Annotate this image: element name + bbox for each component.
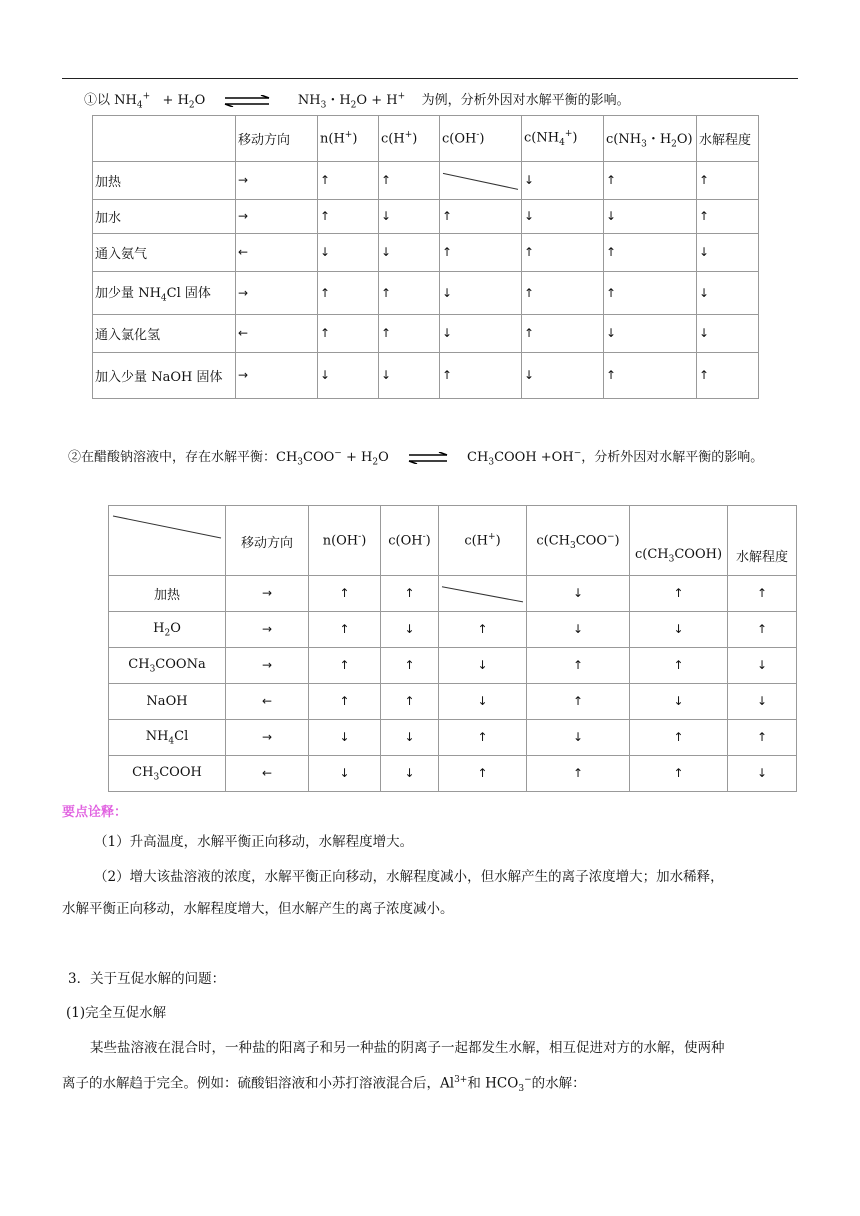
arrow-cell	[604, 315, 697, 353]
arrow-cell	[604, 353, 697, 399]
arrow-cell	[381, 756, 439, 792]
arrow-cell	[728, 684, 797, 720]
arrow-cell	[728, 720, 797, 756]
arrow-up-icon: ↑	[404, 586, 415, 600]
arrow-down-icon: ↓	[673, 622, 684, 636]
arrow-cell	[379, 234, 440, 272]
arrow-up-icon: ↑	[320, 285, 331, 300]
row-label: NaOH	[109, 684, 226, 720]
arrow-down-icon: ↓	[320, 368, 331, 382]
table-row	[93, 200, 759, 234]
arrow-cell	[439, 720, 527, 756]
arrow-cell	[630, 648, 728, 684]
table-header-row	[109, 506, 797, 576]
table-row	[93, 353, 759, 399]
arrow-cell	[318, 315, 379, 353]
notes-paragraph-1: （1）升高温度，水解平衡正向移动，水解程度增大。	[94, 834, 414, 850]
arrow-right-icon: →	[261, 622, 273, 636]
arrow-cell	[522, 162, 604, 200]
arrow-cell	[522, 272, 604, 315]
arrow-cell	[440, 272, 522, 315]
arrow-cell	[728, 612, 797, 648]
arrow-cell	[527, 756, 630, 792]
table-acetate-hydrolysis	[108, 505, 797, 792]
notes-title: 要点诠释：	[62, 805, 128, 820]
arrow-cell	[728, 648, 797, 684]
table-row	[93, 272, 759, 315]
header-cell: 移动方向	[236, 116, 318, 162]
arrow-cell	[309, 684, 381, 720]
arrow-cell	[236, 162, 318, 200]
arrow-down-icon: ↓	[339, 766, 350, 780]
arrow-cell	[226, 576, 309, 612]
arrow-cell	[309, 612, 381, 648]
arrow-up-icon: ↑	[339, 586, 350, 600]
arrow-cell	[439, 612, 527, 648]
arrow-up-icon: ↑	[404, 694, 415, 708]
arrow-cell	[318, 162, 379, 200]
header-cell: $c(NH_3$・$H_2O$)	[604, 116, 697, 162]
arrow-cell	[440, 234, 522, 272]
arrow-right-icon: →	[261, 730, 273, 744]
arrow-up-icon: ↑	[673, 766, 684, 780]
header-cell: $c(NH_4^+)$	[522, 116, 604, 162]
arrow-down-icon: ↓	[572, 586, 584, 600]
header-cell: 水解程度	[728, 506, 797, 576]
arrow-up-icon: ↑	[606, 285, 617, 300]
header-cell: $c(CH_3COO^-)$	[527, 506, 630, 576]
arrow-cell	[527, 576, 630, 612]
arrow-up-icon: ↑	[524, 285, 535, 300]
arrow-down-icon: ↓	[404, 730, 415, 744]
arrow-down-icon: ↓	[756, 658, 768, 672]
arrow-up-icon: ↑	[477, 766, 488, 780]
notes-paragraph-2: （2）增大该盐溶液的浓度，水解平衡正向移动，水解程度减小，但水解产生的离子浓度增大；加水稀释， 水解平衡正向移动，水解程度增大，但水解产生的离子浓度减小。	[62, 869, 724, 917]
header-cell: c(OH-)	[440, 116, 522, 162]
arrow-cell	[522, 234, 604, 272]
table-row	[93, 315, 759, 353]
arrow-right-icon: →	[238, 368, 249, 382]
arrow-down-icon: ↓	[524, 368, 535, 382]
arrow-up-icon: ↑	[339, 694, 350, 708]
arrow-down-icon: ↓	[404, 766, 415, 780]
arrow-cell	[379, 353, 440, 399]
header-cell: 移动方向	[226, 506, 309, 576]
arrow-cell	[236, 234, 318, 272]
arrow-down-icon: ↓	[404, 622, 415, 636]
arrow-up-icon: ↑	[442, 245, 453, 259]
arrow-up-icon: ↑	[606, 173, 617, 187]
arrow-cell	[236, 315, 318, 353]
arrow-up-icon: ↑	[339, 658, 350, 672]
table-row	[93, 234, 759, 272]
arrow-up-icon: ↑	[572, 694, 584, 708]
arrow-cell	[381, 648, 439, 684]
row-label: 加少量 $NH_4Cl$ 固体	[93, 272, 236, 315]
arrow-up-icon: ↑	[477, 730, 488, 744]
header-rule	[62, 78, 798, 79]
table-nh4-hydrolysis	[92, 115, 759, 399]
arrow-cell	[379, 162, 440, 200]
row-label: $NH_4Cl$	[109, 720, 226, 756]
arrow-cell	[318, 272, 379, 315]
arrow-cell	[440, 353, 522, 399]
arrow-down-icon: ↓	[606, 326, 617, 340]
table-row	[109, 684, 797, 720]
arrow-cell	[697, 200, 759, 234]
diagonal-cell	[439, 576, 527, 612]
header-cell: c(OH-)	[381, 506, 439, 576]
row-label: $CH_3COOH$	[109, 756, 226, 792]
arrow-down-icon: ↓	[381, 245, 392, 259]
arrow-cell	[236, 200, 318, 234]
arrow-cell	[697, 272, 759, 315]
arrow-up-icon: ↑	[673, 730, 684, 744]
arrow-up-icon: ↑	[673, 586, 684, 600]
arrow-cell	[630, 720, 728, 756]
row-label: $H_2O$	[109, 612, 226, 648]
header-cell: c(H+)	[379, 116, 440, 162]
arrow-up-icon: ↑	[381, 173, 392, 187]
arrow-cell	[630, 612, 728, 648]
table-row	[109, 720, 797, 756]
arrow-cell	[527, 720, 630, 756]
diagonal-cell	[440, 162, 522, 200]
arrow-down-icon: ↓	[572, 730, 584, 744]
arrow-up-icon: ↑	[756, 730, 768, 744]
arrow-up-icon: ↑	[699, 209, 710, 223]
arrow-down-icon: ↓	[524, 209, 535, 223]
arrow-down-icon: ↓	[381, 209, 392, 223]
arrow-up-icon: ↑	[320, 326, 331, 340]
table-row	[109, 612, 797, 648]
arrow-cell	[522, 315, 604, 353]
arrow-left-icon: ←	[238, 326, 249, 340]
arrow-cell	[439, 684, 527, 720]
arrow-right-icon: →	[238, 209, 249, 223]
arrow-cell	[728, 576, 797, 612]
arrow-up-icon: ↑	[673, 658, 684, 672]
arrow-cell	[440, 200, 522, 234]
arrow-cell	[604, 234, 697, 272]
arrow-right-icon: →	[238, 173, 249, 187]
arrow-down-icon: ↓	[477, 658, 488, 672]
arrow-up-icon: ↑	[699, 368, 710, 382]
arrow-cell	[604, 272, 697, 315]
arrow-up-icon: ↑	[606, 245, 617, 259]
arrow-cell	[381, 684, 439, 720]
arrow-cell	[226, 720, 309, 756]
arrow-down-icon: ↓	[756, 694, 768, 708]
arrow-left-icon: ←	[238, 245, 249, 259]
arrow-cell	[318, 200, 379, 234]
arrow-cell	[226, 648, 309, 684]
arrow-down-icon: ↓	[339, 730, 350, 744]
arrow-down-icon: ↓	[572, 622, 584, 636]
arrow-up-icon: ↑	[477, 622, 488, 636]
arrow-right-icon: →	[261, 658, 273, 672]
arrow-up-icon: ↑	[320, 209, 331, 223]
arrow-cell	[527, 648, 630, 684]
arrow-cell	[522, 200, 604, 234]
arrow-cell	[604, 162, 697, 200]
arrow-down-icon: ↓	[699, 326, 710, 340]
arrow-cell	[697, 162, 759, 200]
arrow-up-icon: ↑	[320, 173, 331, 187]
arrow-cell	[527, 612, 630, 648]
arrow-down-icon: ↓	[442, 326, 453, 340]
table-row	[109, 756, 797, 792]
section1-intro: ①以 $NH_4^+$ + $H_2O$ $NH_3$・$H_2O + H^+$ 为例，分析外因对水解平衡的影响。	[84, 91, 630, 111]
arrow-cell	[440, 315, 522, 353]
arrow-cell	[381, 576, 439, 612]
row-label: $CH_3COONa$	[109, 648, 226, 684]
arrow-up-icon: ↑	[381, 326, 392, 340]
table-header-row	[93, 116, 759, 162]
arrow-up-icon: ↑	[442, 368, 453, 382]
arrow-cell	[381, 720, 439, 756]
arrow-left-icon: ←	[261, 694, 273, 708]
arrow-cell	[379, 315, 440, 353]
arrow-cell	[379, 272, 440, 315]
arrow-cell	[318, 353, 379, 399]
arrow-up-icon: ↑	[381, 285, 392, 300]
arrow-cell	[226, 756, 309, 792]
arrow-cell	[630, 684, 728, 720]
arrow-cell	[381, 612, 439, 648]
section2-intro: ②在醋酸钠溶液中，存在水解平衡：$CH_3COO^- + H_2O$ $CH_3COOH +OH^-$，分析外因对水解平衡的影响。	[68, 448, 764, 468]
arrow-up-icon: ↑	[404, 658, 415, 672]
header-cell: $c(CH_3COOH)$	[630, 506, 728, 576]
arrow-cell	[697, 353, 759, 399]
arrow-up-icon: ↑	[756, 622, 768, 636]
header-cell: c(H+)	[439, 506, 527, 576]
arrow-cell	[697, 234, 759, 272]
arrow-up-icon: ↑	[572, 766, 584, 780]
arrow-up-icon: ↑	[699, 173, 710, 187]
arrow-up-icon: ↑	[524, 245, 535, 259]
diagonal-corner-cell	[109, 506, 226, 576]
arrow-up-icon: ↑	[524, 326, 535, 340]
arrow-cell	[379, 200, 440, 234]
row-label: 加热	[109, 576, 226, 612]
arrow-up-icon: ↑	[606, 368, 617, 382]
table-row	[109, 648, 797, 684]
arrow-cell	[522, 353, 604, 399]
arrow-cell	[236, 353, 318, 399]
arrow-cell	[318, 234, 379, 272]
arrow-cell	[697, 315, 759, 353]
arrow-cell	[630, 576, 728, 612]
equilibrium-arrow-icon	[407, 452, 449, 464]
table-row	[109, 576, 797, 612]
arrow-left-icon: ←	[261, 766, 273, 780]
arrow-down-icon: ↓	[477, 694, 488, 708]
header-cell: n(H+)	[318, 116, 379, 162]
arrow-cell	[439, 756, 527, 792]
arrow-right-icon: →	[238, 285, 249, 300]
arrow-down-icon: ↓	[524, 173, 535, 187]
arrow-cell	[527, 684, 630, 720]
arrow-cell	[236, 272, 318, 315]
arrow-down-icon: ↓	[673, 694, 684, 708]
table-row	[93, 162, 759, 200]
arrow-down-icon: ↓	[756, 766, 768, 780]
arrow-up-icon: ↑	[339, 622, 350, 636]
arrow-up-icon: ↑	[572, 658, 584, 672]
arrow-down-icon: ↓	[699, 285, 710, 300]
arrow-cell	[226, 684, 309, 720]
header-cell	[93, 116, 236, 162]
equilibrium-arrow-icon	[223, 95, 271, 107]
arrow-down-icon: ↓	[699, 245, 710, 259]
row-label: 加水	[93, 200, 236, 234]
arrow-up-icon: ↑	[442, 209, 453, 223]
row-label: 通入氨气	[93, 234, 236, 272]
arrow-down-icon: ↓	[320, 245, 331, 259]
section3-subheading: (1)完全互促水解	[66, 1005, 167, 1021]
arrow-cell	[309, 756, 381, 792]
arrow-cell	[309, 576, 381, 612]
arrow-down-icon: ↓	[381, 368, 392, 382]
arrow-cell	[309, 720, 381, 756]
arrow-cell	[728, 756, 797, 792]
arrow-cell	[604, 200, 697, 234]
row-label: 加热	[93, 162, 236, 200]
arrow-cell	[630, 756, 728, 792]
arrow-up-icon: ↑	[756, 586, 768, 600]
arrow-cell	[309, 648, 381, 684]
arrow-down-icon: ↓	[606, 209, 617, 223]
arrow-cell	[226, 612, 309, 648]
section3-heading: 3．关于互促水解的问题：	[68, 971, 226, 987]
header-cell: n(OH-)	[309, 506, 381, 576]
row-label: 通入氯化氢	[93, 315, 236, 353]
header-cell: 水解程度	[697, 116, 759, 162]
arrow-down-icon: ↓	[442, 285, 453, 300]
section3-paragraph: 某些盐溶液在混合时，一种盐的阳离子和另一种盐的阴离子一起都发生水解，相互促进对方的水解，使两种 离子的水解趋于完全。例如：硫酸铝溶液和小苏打溶液混合后，$Al^{3+}$和 $HCO_3^-$的水解：	[62, 1040, 725, 1095]
arrow-right-icon: →	[261, 586, 273, 600]
arrow-cell	[439, 648, 527, 684]
row-label: 加入少量 NaOH 固体	[93, 353, 236, 399]
